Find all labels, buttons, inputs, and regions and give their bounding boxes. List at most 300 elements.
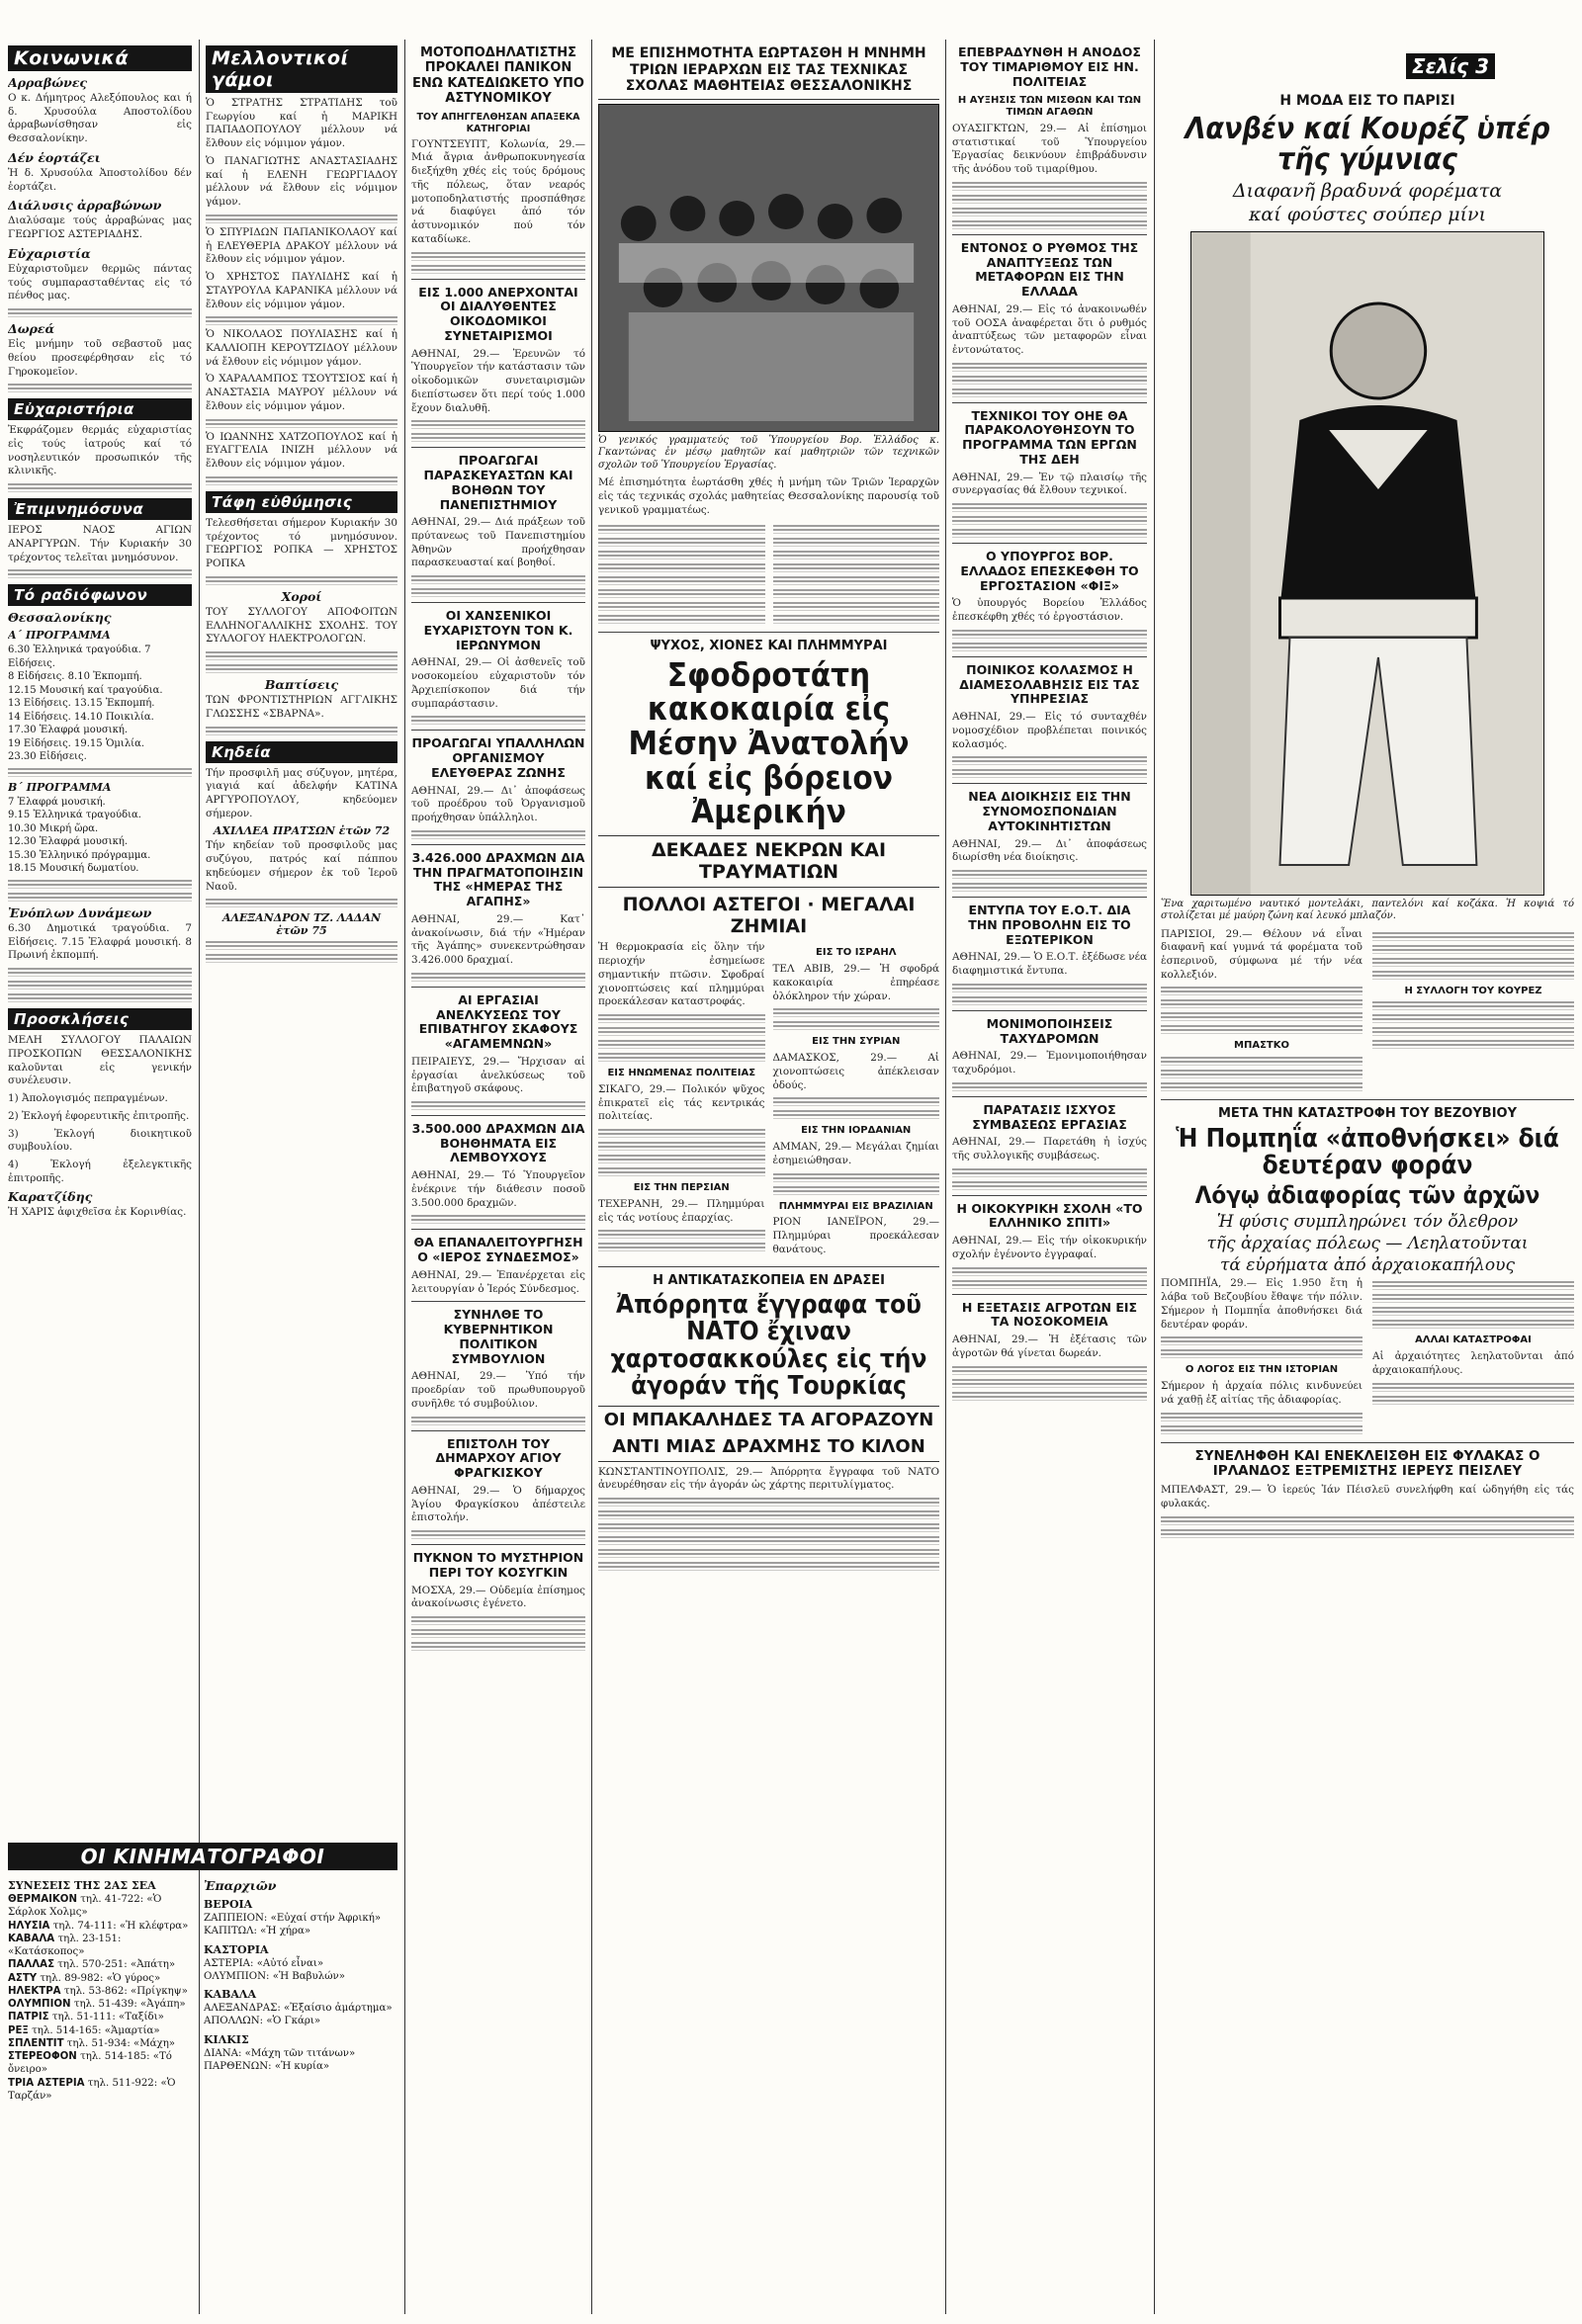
text-filler <box>8 383 192 392</box>
text-filler <box>773 562 940 572</box>
column-2 <box>206 40 397 1830</box>
subhead-syria: ΕΙΣ ΤΗΝ ΣΥΡΙΑΝ <box>812 1036 901 1048</box>
separator <box>952 783 1147 784</box>
schedule-item: 23.30 Εἰδήσεις. <box>8 751 87 763</box>
text-filler <box>952 642 1147 651</box>
funerals-text: Τήν προσφιλῆ μας σύζυγον, μητέρα, γιαγιά καί ἀδελφήν ΚΑΤΙΝΑ ΑΡΓΥΡΟΠΟΥΛΟΥ, κηδεύομεν σήμερον. <box>206 766 397 819</box>
cinema-listing <box>8 2077 196 2104</box>
headline-agamemnon: ΑΙ ΕΡΓΑΣΙΑΙ ΑΝΕΛΚΥΣΕΩΣ ΤΟΥ ΕΠΙΒΑΤΗΓΟΥ ΣΚΑΦΟΥΣ «ΑΓΑΜΕΜΝΩΝ» <box>418 991 578 1052</box>
cinema-block <box>8 1837 397 2311</box>
agenda-item: 3) Ἐκλογή διοικητικοῦ συμβουλίου. <box>8 1127 192 1154</box>
text-filler <box>1161 1335 1362 1345</box>
nato-subheadline-grocers: ΟΙ ΜΠΑΚΑΛΗΔΕΣ ΤΑ ΑΓΟΡΑΖΟΥΝ <box>598 1406 939 1430</box>
text-filler <box>1372 1280 1574 1290</box>
cinema-name: ΣΤΕΡΕΟΦΟΝ <box>8 2051 77 2062</box>
section-banner-memorials: Ἐπιμνημόσυνα <box>8 498 192 520</box>
schedule-item: 9.15 Ἐλληνικά τραγούδια. <box>8 810 141 821</box>
agenda-item: 4) Ἐκλογή ἐξελεγκτικῆς ἐπιτροπῆς. <box>8 1159 192 1184</box>
text-filler <box>206 575 397 585</box>
separator <box>952 1294 1147 1295</box>
donation-text: Εἰς μνήμην τοῦ σεβαστοῦ μας θείου προσεφέρθησαν εἰς τό Γηροκομεῖον. <box>8 338 192 378</box>
separator <box>411 844 585 845</box>
fashion-subhead-courreges: Η ΣΥΛΛΟΓΗ ΤΟΥ ΚΟΥΡΕΖ <box>1404 985 1542 996</box>
province-listing: ΠΑΡΘΕΝΩΝ: «Ἡ κυρία» <box>204 2060 330 2072</box>
text-filler <box>952 1391 1147 1401</box>
section-banner-radio: Τό ραδιόφωνον <box>8 584 192 606</box>
text-filler <box>206 214 397 223</box>
province-listing: ΑΠΟΛΛΩΝ: «Ὁ Γκάρι» <box>204 2016 321 2027</box>
headline-drivers-federation: ΝΕΑ ΔΙΟΙΚΗΣΙΣ ΕΙΣ ΤΗΝ ΣΥΝΟΜΟΣΠΟΝΔΙΑΝ ΑΥΤΟΚΙΝΗΤΙΣΤΩΝ <box>968 789 1131 833</box>
cinema-name: ΘΕΡΜΑΙΚΟΝ <box>8 1894 77 1905</box>
text-filler <box>411 1100 585 1110</box>
text-filler <box>773 575 940 585</box>
text-filler <box>598 1052 765 1062</box>
schedule-item: 15.30 Ἑλληνικό πρόγραμμα. <box>8 849 151 861</box>
column-rule <box>945 40 946 2314</box>
article-three-hierarchs: Μέ ἐπισημότητα ἑωρτάσθη χθές ἡ μνήμη τῶν Τριῶν Ἱεραρχῶν εἰς τάς τεχνικάς σχολάς μαθητείας Θεσσαλονίκης παρουσίᾳ τοῦ γενικοῦ γραμματέως. <box>598 476 939 516</box>
section-banner-social: Κοινωνικά <box>8 45 192 71</box>
text-filler <box>1161 998 1362 1008</box>
article-pompeii: ΠΟΜΠΗΪΑ, 29.— Εἰς 1.950 ἔτη ἡ λάβα τοῦ Βεζουβίου ἔθαψε τήν πόλιν. Σήμερον ἡ Πομπηΐα ἀποθνήσκει διά δευτέραν φοράν. <box>1161 1277 1362 1331</box>
death-notice-text: Τήν κηδείαν τοῦ προσφιλοῦς μας συζύγου, πατρός καί πάππου κηδεύομεν σήμερον ἐκ τοῦ Ἱεροῦ Ναοῦ. <box>206 839 397 893</box>
article-drivers-federation: ΑΘΗΝΑΙ, 29.— Δι᾽ ἀποφάσεως διωρίσθη νέα διοίκησις. <box>952 837 1147 864</box>
cinema-province-listings <box>204 1874 396 2103</box>
province-listing: ΑΛΕΞΑΝΔΡΑΣ: «Ἐξαίσιο ἀμάρτημα» <box>204 2003 393 2014</box>
three-hierarchs-filler <box>598 521 939 627</box>
text-filler <box>773 1109 940 1119</box>
text-filler <box>598 1548 939 1558</box>
subhead-brazil: ΠΛΗΜΜΥΡΑΙ ΕΙΣ ΒΡΑΖΙΛΙΑΝ <box>778 1200 933 1212</box>
text-filler <box>598 588 765 598</box>
text-filler <box>598 537 765 547</box>
text-filler <box>952 528 1147 538</box>
text-filler <box>598 1509 939 1519</box>
article-transport: ΑΘΗΝΑΙ, 29.— Εἰς τό ἀνακοινωθέν τοῦ ΟΟΣΑ ἀναφέρεται ὅτι ὁ ρυθμός ἀναπτύξεως τῶν μεταφορῶν εἶναι ἐντονώτατος. <box>952 302 1147 356</box>
text-filler <box>411 1214 585 1224</box>
article-mayor-letter: ΑΘΗΝΑΙ, 29.— Ὁ δήμαρχος Ἁγίου Φραγκίσκου ἀπέστειλε ἐπιστολήν. <box>411 1484 585 1524</box>
cinema-info: τηλ. 53-862: «Πρίγκηψ» <box>63 1985 188 1997</box>
separator <box>411 1301 585 1302</box>
section-banner-invitations: Προσκλήσεις <box>8 1008 192 1030</box>
headline-kosygin: ΠΥΚΝΟΝ ΤΟ ΜΥΣΤΗΡΙΟΝ ΠΕΡΙ ΤΟΥ ΚΟΣΥΓΚΙΝ <box>412 1550 584 1580</box>
cinema-name: ΗΛΥΣΙΑ <box>8 1920 50 1932</box>
headline-free-zone: ΠΡΟΑΓΩΓΑΙ ΥΠΑΛΛΗΛΩΝ ΟΡΓΑΝΙΣΜΟΥ ΕΛΕΥΘΕΡΑΣ ΖΩΝΗΣ <box>411 735 585 780</box>
text-filler <box>773 588 940 598</box>
headline-hansen: ΟΙ ΧΑΝΣΕΝΙΚΟΙ ΕΥΧΑΡΙΣΤΟΥΝ ΤΟΝ Κ. ΙΕΡΩΝΥΜΟΝ <box>423 608 573 652</box>
text-filler <box>1161 1069 1362 1078</box>
text-filler <box>1372 1293 1574 1303</box>
article-cpi: ΟΥΑΣΙΓΚΤΩΝ, 29.— Αἱ ἐπίσημοι στατιστικαί τοῦ Ὑπουργείου Ἐργασίας δεικνύουν ἐπιβράδυνσιν τῆς ἀνόδου τοῦ τιμαρίθμου. <box>952 122 1147 176</box>
headline-home-school: Η ΟΙΚΟΚΥΡΙΚΗ ΣΧΟΛΗ «ΤΟ ΕΛΛΗΝΙΚΟ ΣΠΙΤΙ» <box>956 1200 1143 1231</box>
cinema-listing <box>8 2037 196 2050</box>
schedule-item: 8 Εἰδήσεις. 8.10 Ἐκπομπή. <box>8 671 142 683</box>
text-filler <box>1372 1395 1574 1405</box>
article-israel: ΤΕΛ ΑΒΙΒ, 29.— Ἡ σφοδρά κακοκαιρία ἐπηρέασε ὁλόκληρον τήν χώραν. <box>772 963 939 1002</box>
headline-transport: ΕΝΤΟΝΟΣ Ο ΡΥΘΜΟΣ ΤΗΣ ΑΝΑΠΤΥΞΕΩΣ ΤΩΝ ΜΕΤΑΦΟΡΩΝ ΕΙΣ ΤΗΝ ΕΛΛΑΔΑ <box>960 239 1139 300</box>
text-filler <box>952 1279 1147 1289</box>
text-filler <box>8 568 192 578</box>
text-filler <box>1372 1013 1574 1023</box>
heading-karatzides: Καρατζίδης <box>8 1189 93 1205</box>
article-weather: Ἡ θερμοκρασία εἰς ὅλην τήν περιοχήν ἐσημείωσε σημαντικήν πτῶσιν. Σφοδραί χιονοπτώσεις καί πλημμύραι προεκάλεσαν καταστροφάς. <box>598 941 765 1008</box>
text-filler <box>1372 1000 1574 1010</box>
text-filler <box>773 1007 940 1017</box>
text-filler <box>952 1266 1147 1276</box>
cinema-name: ΣΠΛΕΝΤΙΤ <box>8 2037 64 2049</box>
article-fashion: ΠΑΡΙΣΙΟΙ, 29.— Θέλουν νά εἶναι διαφανῆ καί γυμνά τά φορέματα τοῦ ἑσπερινοῦ, σύμφωνα μέ τήν νέα κολλεξιόν. <box>1161 927 1362 981</box>
text-filler <box>411 432 585 442</box>
article-free-zone: ΑΘΗΝΑΙ, 29.— Δι᾽ ἀποφάσεως τοῦ προέδρου τοῦ Ὀργανισμοῦ προήχθησαν ὑπάλληλοι. <box>411 784 585 824</box>
text-filler <box>206 898 397 907</box>
separator <box>411 730 585 731</box>
wedding-item: Ὁ ΠΑΝΑΓΙΩΤΗΣ ΑΝΑΣΤΑΣΙΑΔΗΣ καί ἡ ΕΛΕΝΗ ΓΕΩΡΓΙΑΔΟΥ μέλλουν νά ἔλθουν εἰς νόμιμον γάμον. <box>206 154 397 209</box>
separator <box>411 447 585 448</box>
headline-farmers-exam: Η ΕΞΕΤΑΣΙΣ ΑΓΡΟΤΩΝ ΕΙΣ ΤΑ ΝΟΣΟΚΟΜΕΙΑ <box>961 1299 1138 1330</box>
headline-labor-contract: ΠΑΡΑΤΑΣΙΣ ΙΣΧΥΟΣ ΣΥΜΒΑΣΕΩΣ ΕΡΓΑΣΙΑΣ <box>972 1101 1127 1132</box>
text-filler <box>952 219 1147 229</box>
text-filler <box>952 194 1147 204</box>
schedule-item: 12.30 Ἐλαφρά μουσική. <box>8 836 129 848</box>
text-filler <box>8 767 192 777</box>
article-nato: ΚΩΝΣΤΑΝΤΙΝΟΥΠΟΛΙΣ, 29.— Ἀπόρρητα ἔγγραφα τοῦ ΝΑΤΟ ἀνευρέθησαν εἰς τήν ἀγοράν ὡς χάρτης περιτυλίγματος. <box>598 1465 939 1492</box>
subhead-israel: ΕΙΣ ΤΟ ΙΣΡΑΗΛ <box>816 947 897 959</box>
text-filler <box>1161 1515 1574 1525</box>
cinema-info: τηλ. 51-111: «Ταξίδι» <box>51 2012 164 2023</box>
text-filler <box>773 550 940 559</box>
radio-city: Θεσσαλονίκης <box>8 610 112 626</box>
text-filler <box>1372 1039 1574 1049</box>
cinema-info: τηλ. 89-982: «Ὁ γύρος» <box>40 1972 161 1984</box>
separator <box>598 1266 939 1267</box>
text-filler <box>598 1242 765 1251</box>
nato-kicker: Η ΑΝΤΙΚΑΤΑΣΚΟΠΕΙΑ ΕΝ ΔΡΑΣΕΙ <box>653 1272 885 1288</box>
text-filler <box>952 387 1147 397</box>
text-filler <box>1161 1011 1362 1021</box>
cinema-info: τηλ. 51-934: «Μάχη» <box>66 2037 176 2049</box>
article-labor-contract: ΑΘΗΝΑΙ, 29.— Παρετάθη ἡ ἰσχύς τῆς συλλογικῆς συμβάσεως. <box>952 1136 1147 1162</box>
text-filler <box>1372 1306 1574 1316</box>
cinema-listing <box>8 1985 196 1998</box>
subhead-jordan: ΕΙΣ ΤΗΝ ΙΟΡΔΑΝΙΑΝ <box>801 1125 912 1137</box>
headline-minister-visit: Ο ΥΠΟΥΡΓΟΣ ΒΟΡ. ΕΛΛΑΔΟΣ ΕΠΕΣΚΕΦΘΗ ΤΟ ΕΡΓΟΣΤΑΣΙΟΝ «ΦΙΞ» <box>960 549 1139 593</box>
text-filler <box>952 1365 1147 1375</box>
headline-council: ΣΥΝΗΛΘΕ ΤΟ ΚΥΒΕΡΝΗΤΙΚΟΝ ΠΟΛΙΤΙΚΟΝ ΣΥΜΒΟΥΛΙΟΝ <box>443 1307 554 1366</box>
article-ireland: ΜΠΕΛΦΑΣΤ, 29.— Ὁ ἱερεύς Ἰάν Πέισλεϋ συνελήφθη καί ὡδηγήθη εἰς τάς φυλακάς. <box>1161 1484 1574 1510</box>
text-filler <box>1372 944 1574 954</box>
province-listing: ΔΙΑΝΑ: «Μάχη τῶν τιτάνων» <box>204 2047 356 2059</box>
nato-headline: Ἀπόρρητα ἔγγραφα τοῦ ΝΑΤΟ ἔχιναν χαρτοσακκούλες εἰς τήν ἀγοράν τῆς Τουρκίας <box>610 1290 927 1401</box>
text-filler <box>1372 970 1574 980</box>
text-filler <box>773 537 940 547</box>
article-eot: ΑΘΗΝΑΙ, 29.— Ὁ Ε.Ο.Τ. ἐξέδωσε νέα διαφημιστικά ἔντυπα. <box>952 951 1147 978</box>
province-listing: ΖΑΠΠΕΙΟΝ: «Εὐχαί στήν Ἀφρική» <box>204 1913 382 1924</box>
text-filler <box>1372 1026 1574 1036</box>
pompeii-kicker: ΜΕΤΑ ΤΗΝ ΚΑΤΑΣΤΡΟΦΗ ΤΟΥ ΒΕΖΟΥΒΙΟΥ <box>1217 1106 1518 1122</box>
text-filler <box>773 614 940 624</box>
separator <box>411 1430 585 1431</box>
weather-article-columns <box>598 941 939 1260</box>
article-day-of-love: ΑΘΗΝΑΙ, 29.— Κατ᾽ ἀνακοίνωσιν, διά τήν «Ἡμέραν τῆς Ἀγάπης» συνεκεντρώθησαν 3.426.000 δραχμαί. <box>411 912 585 967</box>
text-filler <box>1372 1382 1574 1392</box>
schedule-item: 14 Εἰδήσεις. 14.10 Ποικιλία. <box>8 711 154 723</box>
fashion-photo-caption: Ἕνα χαριτωμένο ναυτικό μοντελάκι, παντελόνι καί κοζάκα. Ἡ κοψιά τό στολίζεται μέ μαύρη ζώνη καί λευκό μπλαζόν. <box>1161 898 1574 922</box>
agenda-item: 1) Ἀπολογισμός πεπραγμένων. <box>8 1092 168 1105</box>
text-filler <box>411 574 585 584</box>
text-filler <box>952 869 1147 879</box>
heading-engagements: Αρραβώνες <box>8 75 88 90</box>
column-rule <box>1154 40 1155 2314</box>
text-filler <box>598 1522 939 1532</box>
section-banner-cinemas: ΟΙ ΚΙΝΗΜΑΤΟΓΡΑΦΟΙ <box>8 1843 397 1870</box>
article-boatmen: ΑΘΗΝΑΙ, 29.— Τό Ὑπουργεῖον ἐνέκρινε τήν διάθεσιν ποσοῦ 3.500.000 δραχμῶν. <box>411 1169 585 1209</box>
funeral-service-text: Τελεσθήσεται σήμερον Κυριακήν 30 τρέχοντος τό μνημόσυνον. ΓΕΩΡΓΙΟΣ ΡΟΠΚΑ — ΧΡΗΣΤΟΣ ΡΟΠΚΑ <box>206 516 397 570</box>
text-filler <box>952 768 1147 778</box>
heading-armed-forces: Ἐνόπλων Δυνάμεων <box>8 904 152 920</box>
weather-headline: Σφοδροτάτη κακοκαιρία εἰς Μέσην Ἀνατολήν καί εἰς βόρειον Ἀμερικήν <box>628 654 910 831</box>
text-filler <box>1161 1528 1574 1538</box>
text-filler <box>773 1185 940 1195</box>
text-filler <box>1161 1081 1362 1091</box>
separator <box>952 1195 1147 1196</box>
cinema-listing <box>8 1933 196 1959</box>
text-filler <box>206 650 397 660</box>
article-jordan: ΑΜΜΑΝ, 29.— Μεγάλαι ζημίαι ἐσημειώθησαν. <box>772 1141 939 1166</box>
fashion-photo <box>1190 231 1544 896</box>
headline-postmen: ΜΟΝΙΜΟΠΟΙΗΣΕΙΣ ΤΑΧΥΔΡΟΜΩΝ <box>986 1015 1113 1046</box>
text-filler <box>952 995 1147 1005</box>
article-un-technicians: ΑΘΗΝΑΙ, 29.— Ἐν τῷ πλαισίῳ τῆς συνεργασίας θά ἔλθουν τεχνικοί. <box>952 471 1147 497</box>
dances-text: ΤΟΥ ΣΥΛΛΟΓΟΥ ΑΠΟΦΟΙΤΩΝ ΕΛΛΗΝΟΓΑΛΛΙΚΗΣ ΣΧΟΛΗΣ. ΤΟΥ ΣΥΛΛΟΓΟΥ ΗΛΕΚΤΡΟΛΟΓΩΝ. <box>206 605 397 646</box>
article-motorcyclist: ΓΟΥΝΤΣΕΥΠΤ, Κολωνία, 29.— Μιά ἄγρια ἀνθρωποκυνηγεσία διεξήχθη χθές εἰς τούς δρόμους τῆς πόλεως, ὅταν νεαρός μοτοποδηλατιστής προσπάθησε νά διαφύγει ἀπό τόν ἀστυνομικόν πού τόν καταδίωκε. <box>411 137 585 245</box>
text-filler <box>598 575 765 585</box>
radio-program-b <box>8 796 192 876</box>
wedding-item: Ὁ ΙΩΑΝΝΗΣ ΧΑΤΖΟΠΟΥΛΟΣ καί ἡ ΕΥΑΓΓΕΛΙΑ ΙΝΙΖΗ μέλλουν νά ἔλθουν εἰς νόμιμον γάμον. <box>206 430 397 471</box>
province-city: ΒΕΡΟΙΑ <box>204 1898 253 1911</box>
text-filler <box>1161 1056 1362 1066</box>
thanks-text: Εὐχαριστοῦμεν θερμῶς πάντας τούς συμπαρασταθέντας εἰς τό πένθος μας. <box>8 262 192 302</box>
pompeii-other-subhead: ΑΛΛΑΙ ΚΑΤΑΣΤΡΟΦΑΙ <box>1415 1334 1532 1346</box>
text-filler <box>1161 1412 1362 1421</box>
text-filler <box>411 1416 585 1425</box>
cinema-header: ΣΥΝΕΣΕΙΣ ΤΗΣ 2ΑΣ ΣΕΑ <box>8 1879 156 1892</box>
armed-forces-text: 6.30 Δημοτικά τραγούδια. 7 Εἰδήσεις. 7.15 Ἐλαφρά μουσική. 8 Πρωινή ἐκπομπή. <box>8 921 192 962</box>
fashion-kicker: Η ΜΟΔΑ ΕΙΣ ΤΟ ΠΑΡΙΣΙ <box>1279 93 1455 109</box>
column-6 <box>1161 87 1574 2314</box>
headline-day-of-love: 3.426.000 ΔΡΑΧΜΩΝ ΔΙΑ ΤΗΝ ΠΡΑΓΜΑΤΟΠΟΙΗΣΙΝ ΤΗΣ «ΗΜΕΡΑΣ ΤΗΣ ΑΓΑΠΗΣ» <box>411 849 585 909</box>
headline-un-technicians: ΤΕΧΝΙΚΟΙ ΤΟΥ ΟΗΕ ΘΑ ΠΑΡΑΚΟΛΟΥΘΗΣΟΥΝ ΤΟ ΠΡΟΓΡΑΜΜΑ ΤΩΝ ΕΡΓΩΝ ΤΗΣ ΔΕΗ <box>962 407 1137 467</box>
province-listing: ΟΛΥΜΠΙΟΝ: «Ἡ Βαβυλών» <box>204 1970 345 1982</box>
text-filler <box>411 829 585 839</box>
text-filler <box>1161 1424 1362 1434</box>
section-banner-funeral-service: Τάφη εὐθύμησις <box>206 491 397 513</box>
pompeii-headline: Ἡ Πομπηΐα «ἀποθνήσκει» διά δευτέραν φοράν <box>1176 1123 1559 1180</box>
cinema-info: τηλ. 514-185: «Τό ὄνειρο» <box>8 2051 172 2076</box>
subheadline-motorcyclist: ΤΟΥ ΑΠΗΓΓΕΛΘΗΣΑΝ ΑΠΑΞΕΚΑ ΚΑΤΗΓΟΡΙΑΙ <box>416 112 580 134</box>
cinema-name: ΠΑΛΛΑΣ <box>8 1959 55 1971</box>
cinema-listing <box>8 1972 196 1985</box>
section-banner-funerals: Κηδεία <box>206 741 397 763</box>
headline-motorcyclist: ΜΟΤΟΠΟΔΗΛΑΤΙΣΤΗΣ ΠΡΟΚΑΛΕΙ ΠΑΝΙΚΟΝ ΕΝΩ ΚΑΤΕΔΙΩΚΕΤΟ ΥΠΟ ΑΣΤΥΝΟΜΙΚΟΥ <box>412 45 584 106</box>
text-filler <box>952 755 1147 765</box>
wedding-item: Ὁ ΣΤΡΑΤΗΣ ΣΤΡΑΤΙΔΗΣ τοῦ Γεωργίου καί ἡ ΜΑΡΙΚΗ ΠΑΠΑΔΟΠΟΥΛΟΥ μέλλουν νά ἔλθουν εἰς νόμιμον γάμον. <box>206 97 397 150</box>
text-filler <box>598 1535 939 1545</box>
heading-dances: Χοροί <box>281 588 322 604</box>
radio-program-a-title: Α΄ ΠΡΟΓΡΑΜΜΑ <box>8 629 111 643</box>
wedding-item: Ὁ ΣΠΥΡΙΔΩΝ ΠΑΠΑΝΙΚΟΛΑΟΥ καί ἡ ΕΛΕΥΘΕΡΙΑ ΔΡΑΚΟΥ μέλλουν νά ἔλθουν εἰς νόμιμον γάμον. <box>206 225 397 266</box>
separator <box>952 402 1147 403</box>
article-university: ΑΘΗΝΑΙ, 29.— Διά πράξεων τοῦ πρύτανεως τοῦ Πανεπιστημίου Ἀθηνῶν προήχθησαν παρασκευασταί καί βοηθοί. <box>411 516 585 569</box>
schedule-item: 18.15 Μουσική δωματίου. <box>8 863 139 875</box>
schedule-item: 10.30 Μικρή ὥρα. <box>8 822 99 834</box>
cinema-name: ΤΡΙΑ ΑΣΤΕΡΙΑ <box>8 2077 85 2089</box>
text-filler <box>1372 931 1574 941</box>
text-filler <box>411 1529 585 1539</box>
article-postmen: ΑΘΗΝΑΙ, 29.— Ἐμονιμοποιήθησαν ταχυδρόμοι. <box>952 1050 1147 1076</box>
separator <box>411 1115 585 1116</box>
heading-thanks: Εὐχαριστία <box>8 245 91 261</box>
karatzides-text: Ἡ ΧΑΡΙΣ ἀφιχθεῖσα ἐκ Κορινθίας. <box>8 1206 187 1219</box>
text-filler <box>1161 1348 1362 1358</box>
fashion-headline: Λανβέν καί Κουρέζ ὑπέρ τῆς γύμνιας <box>1185 111 1550 178</box>
headline-boatmen: 3.500.000 ΔΡΑΧΜΩΝ ΔΙΑ ΒΟΗΘΗΜΑΤΑ ΕΙΣ ΛΕΜΒΟΥΧΟΥΣ <box>411 1120 585 1165</box>
radio-program-a <box>8 644 192 764</box>
article-penal: ΑΘΗΝΑΙ, 29.— Εἰς τό συνταχθέν νομοσχέδιον προβλέπεται ποινικός κολασμός. <box>952 711 1147 750</box>
article-usa: ΣΙΚΑΓΟ, 29.— Πολικόν ψῦχος ἐπικρατεῖ εἰς τάς κεντρικάς πολιτείας. <box>598 1082 765 1123</box>
cinema-listing <box>8 1998 196 2011</box>
cinema-info: τηλ. 51-439: «Ἀγάπη» <box>73 1999 186 2010</box>
weather-kicker: ΨΥΧΟΣ, ΧΙΟΝΕΣ ΚΑΙ ΠΛΗΜΜΥΡΑΙ <box>650 639 888 654</box>
separator <box>411 1229 585 1230</box>
separator <box>411 602 585 603</box>
text-filler <box>8 482 192 492</box>
cinema-name: ΟΛΥΜΠΙΟΝ <box>8 1999 71 2010</box>
column-1 <box>8 40 192 1830</box>
cinema-info: τηλ. 74-111: «Ἡ κλέφτρα» <box>52 1920 189 1932</box>
separator <box>952 234 1147 235</box>
text-filler <box>952 1167 1147 1177</box>
text-filler <box>206 663 397 673</box>
text-filler <box>8 307 192 317</box>
text-filler <box>8 879 192 889</box>
text-filler <box>598 550 765 559</box>
text-filler <box>598 524 765 534</box>
engagements-text: Ο κ. Δήμητρος Αλεξόπουλος και ή δ. Χρυσούλα Αποστολίδου ἀρραβωνίσθησαν εἰς Θεσσαλονίκην. <box>8 92 192 145</box>
headline-university: ΠΡΟΑΓΩΓΑΙ ΠΑΡΑΣΚΕΥΑΣΤΩΝ ΚΑΙ ΒΟΗΘΩΝ ΤΟΥ ΠΑΝΕΠΙΣΤΗΜΙΟΥ <box>423 453 573 512</box>
cinema-listing <box>8 2011 196 2023</box>
nato-subheadline-price: ΑΝΤΙ ΜΙΑΣ ΔΡΑΧΜΗΣ ΤΟ ΚΙΛΟΝ <box>598 1436 939 1461</box>
text-filler <box>411 264 585 274</box>
text-filler <box>952 882 1147 892</box>
text-filler <box>952 207 1147 216</box>
text-filler <box>411 587 585 597</box>
article-pompeii-history: Σήμερον ἡ ἀρχαία πόλις κινδυνεύει νά χαθῇ ἐξ αἰτίας τῆς ἀδιαφορίας. <box>1161 1380 1362 1406</box>
cinema-info: τηλ. 41-722: «Ὁ Σάρλοκ Χολμς» <box>8 1894 162 1919</box>
wedding-item: Ὁ ΧΡΗΣΤΟΣ ΠΑΥΛΙΔΗΣ καί ἡ ΣΤΑΥΡΟΥΛΑ ΚΑΡΑΝΙΚΑ μέλλουν νά ἔλθουν εἰς νόμιμον γάμον. <box>206 271 397 310</box>
fashion-subheadline-2: καί φούστες σούπερ μίνι <box>1248 203 1487 225</box>
text-filler <box>598 1141 765 1151</box>
schedule-item: 6.30 Ἐλληνικά τραγούδια. 7 Εἰδήσεις. <box>8 645 151 669</box>
column-5 <box>952 40 1147 2314</box>
schedule-item: 7 Ἐλαφρά μουσική. <box>8 796 106 808</box>
text-filler <box>773 1172 940 1182</box>
schedule-item: 17.30 Ἐλαφρά μουσική. <box>8 725 129 736</box>
page-number-badge: Σελίς 3 <box>1406 53 1495 79</box>
headline-sacred-league: ΘΑ ΕΠΑΝΑΛΕΙΤΟΥΡΓΗΣΗ Ο «ΙΕΡΟΣ ΣΥΝΔΕΣΜΟΣ» <box>413 1235 583 1265</box>
fashion-model-graphic <box>1191 232 1543 895</box>
pompeii-subheadline-2: τῆς ἀρχαίας πόλεως — Λεηλατοῦνται <box>1206 1234 1529 1254</box>
separator <box>1161 1099 1574 1100</box>
province-city: ΚΑΒΑΛΑ <box>204 1988 256 2001</box>
subheadline-cpi: Η ΑΥΞΗΣΙΣ ΤΩΝ ΜΙΣΘΩΝ ΚΑΙ ΤΩΝ ΤΙΜΩΝ ΑΓΑΘΩΝ <box>957 95 1142 119</box>
separator <box>411 987 585 988</box>
text-filler <box>952 181 1147 191</box>
text-filler <box>952 502 1147 512</box>
text-filler <box>952 375 1147 385</box>
article-farmers-exam: ΑΘΗΝΑΙ, 29.— Ἡ ἐξέτασις τῶν ἀγροτῶν θά γίνεται δωρεάν. <box>952 1334 1147 1359</box>
separator <box>952 897 1147 898</box>
article-brazil: ΡΙΟΝ ΙΑΝΕΪΡΟΝ, 29.— Πλημμύραι προεκάλεσαν θανάτους. <box>772 1216 939 1255</box>
pompeii-headline-2: Λόγῳ ἀδιαφορίας τῶν ἀρχῶν <box>1194 1181 1540 1210</box>
cinema-info: τηλ. 514-165: «Ἁμαρτία» <box>32 2024 160 2036</box>
pompeii-history-subhead: Ο ΛΟΓΟΣ ΕΙΣ ΤΗΝ ΙΣΤΟΡΙΑΝ <box>1185 1364 1339 1376</box>
text-filler <box>1372 1319 1574 1329</box>
text-filler <box>598 562 765 572</box>
text-filler <box>598 1039 765 1049</box>
death-notice: ΑΧΙΛΛΕΑ ΠΡΑΤΣΩΝ ἐτῶν 72 <box>213 824 391 838</box>
column-rule <box>591 40 592 2314</box>
cinema-listing <box>8 2024 196 2037</box>
cinema-name: ΚΑΒΑΛΑ <box>8 1933 55 1944</box>
article-council: ΑΘΗΝΑΙ, 29.— Ὑπό τήν προεδρίαν τοῦ πρωθυπουργοῦ συνῆλθε τό συμβούλιον. <box>411 1370 585 1410</box>
separator <box>598 632 939 633</box>
subhead-usa: ΕΙΣ ΗΝΩΜΕΝΑΣ ΠΟΛΙΤΕΙΑΣ <box>607 1068 756 1079</box>
section-banner-weddings: Μελλοντικοί γάμοι <box>206 45 397 93</box>
article-minister-visit: Ὁ ὑπουργός Βορείου Ἑλλάδος ἐπεσκέφθη χθές τό ἐργοστάσιον. <box>952 597 1147 624</box>
heading-donation: Δωρεά <box>8 321 55 337</box>
pompeii-article-columns <box>1161 1277 1574 1436</box>
text-filler <box>206 315 397 325</box>
cinema-info: τηλ. 23-151: «Κατάσκοπος» <box>8 1933 122 1957</box>
column-rule <box>404 40 405 2314</box>
headline-cooperatives: ΕΙΣ 1.000 ΑΝΕΡΧΟΝΤΑΙ ΟΙ ΔΙΑΛΥΘΕΝΤΕΣ ΟΙΚΟΔΟΜΙΚΟΙ ΣΥΝΕΤΑΙΡΙΣΜΟΙ <box>418 284 578 343</box>
text-filler <box>598 1166 765 1176</box>
dissolution-text: Διαλύσαμε τούς ἀρραβώνας μας ΓΕΩΡΓΙΟΣ ΑΣΤΕΡΙΑΔΗΣ. <box>8 215 192 241</box>
headline-ireland: ΣΥΝΕΛΗΦΘΗ ΚΑΙ ΕΝΕΚΛΕΙΣΘΗ ΕΙΣ ΦΥΛΑΚΑΣ Ο ΙΡΛΑΝΔΟΣ ΕΞΤΡΕΜΙΣΤΗΣ ΙΕΡΕΥΣ ΠΕΙΣΛΕΥ <box>1194 1447 1540 1480</box>
article-sacred-league: ΑΘΗΝΑΙ, 29.— Ἐπανέρχεται εἰς λειτουργίαν ὁ Ἱερός Σύνδεσμος. <box>411 1268 585 1295</box>
heading-provinces: Ἐπαρχιῶν <box>204 1878 277 1893</box>
separator <box>952 656 1147 657</box>
cinema-city-listings <box>8 1874 196 2103</box>
province-listing: ΑΣΤΕΡΙΑ: «Αὐτό εἶναι» <box>204 1957 324 1969</box>
separator <box>411 1544 585 1545</box>
column-3 <box>411 40 585 2314</box>
text-filler <box>206 726 397 735</box>
separator <box>1161 1442 1574 1443</box>
text-filler <box>206 953 397 963</box>
text-filler <box>952 1180 1147 1190</box>
article-kosygin: ΜΟΣΧΑ, 29.— Οὐδεμία ἐπίσημος ἀνακοίνωσις ἐγένετο. <box>411 1584 585 1610</box>
text-filler <box>411 419 585 429</box>
text-filler <box>952 515 1147 525</box>
weather-subheadline-damages: ΠΟΛΛΟΙ ΑΣΤΕΓΟΙ · ΜΕΓΑΛΑΙ ΖΗΜΙΑΙ <box>622 893 916 937</box>
text-filler <box>952 983 1147 992</box>
text-filler <box>411 715 585 725</box>
text-filler <box>1372 957 1574 967</box>
headline-three-hierarchs: ΜΕ ΕΠΙΣΗΜΟΤΗΤΑ ΕΩΡΤΑΣΘΗ Η ΜΝΗΜΗ ΤΡΙΩΝ ΙΕΡΑΡΧΩΝ ΕΙΣ ΤΑΣ ΤΕΧΝΙΚΑΣ ΣΧΟΛΑΣ ΜΑΘΗΤΕΙΑΣ ΘΕΣΣΑΛΟΝΙΚΗΣ <box>598 45 939 100</box>
headline-eot: ΕΝΤΥΠΑ ΤΟΥ Ε.Ο.Τ. ΔΙΑ ΤΗΝ ΠΡΟΒΟΛΗΝ ΕΙΣ ΤΟ ΕΞΩΤΕΡΙΚΟΝ <box>968 903 1131 947</box>
separator <box>411 279 585 280</box>
fashion-subhead: ΜΠΑΣΤΚΟ <box>1234 1040 1289 1052</box>
